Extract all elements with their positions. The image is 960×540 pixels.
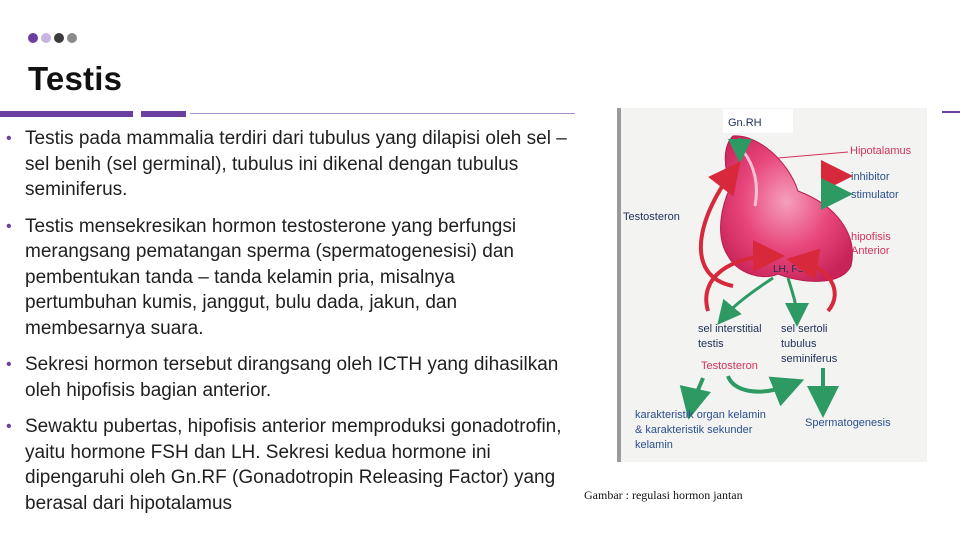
- decorative-dots: [28, 33, 77, 43]
- bullet-item: [6, 214, 572, 342]
- bullet-icon: •: [6, 130, 12, 147]
- testosteron-center-label: Testosteron: [701, 360, 758, 372]
- panel-left-edge: [617, 108, 621, 462]
- dot-lavender: [41, 33, 51, 43]
- sertoli-label-line2: tubulus: [781, 338, 817, 350]
- karakteristik-label-line2: & karakteristik sekunder: [635, 424, 753, 436]
- bullet-list: [6, 126, 572, 527]
- dot-purple: [28, 33, 38, 43]
- spermatogenesis-label: Spermatogenesis: [805, 417, 891, 429]
- inhibitor-legend-label: inhibitor: [851, 171, 890, 183]
- bullet-text: Testis pada mammalia terdiri dari tubulus yang dilapisi oleh sel – sel benih (sel germinal), tubulus ini dikenal dengan tubulus seminiferus.: [25, 128, 567, 200]
- interstitial-label-line1: sel interstitial: [698, 323, 762, 335]
- karakteristik-label-line3: kelamin: [635, 439, 673, 451]
- bullet-item: [6, 352, 572, 403]
- diagram-svg: [583, 106, 943, 506]
- stimulator-legend-label: stimulator: [851, 189, 899, 201]
- bullet-text: Testis mensekresikan hormon testosterone yang berfungsi merangsang pematangan sperma (spermatogenesisi) dan pembentukan tanda – tanda kelamin pria, misalnya pertumbuhan kumis, janggut, bulu dada, jakun, dan membesarnya suara.: [25, 215, 517, 339]
- title-underline-bar: [0, 111, 133, 117]
- dot-dark-gray: [54, 33, 64, 43]
- title-underline-bar-short: [141, 111, 186, 117]
- bullet-icon: •: [6, 356, 12, 373]
- hipotalamus-label: Hipotalamus: [850, 145, 912, 157]
- dot-gray: [67, 33, 77, 43]
- bullet-item: [6, 126, 572, 203]
- bullet-item: [6, 414, 572, 516]
- interstitial-label-line2: testis: [698, 338, 724, 350]
- karakteristik-label-line1: karakteristik organ kelamin: [635, 409, 766, 421]
- testosteron-feedback-label: Testosteron: [623, 211, 680, 223]
- bullet-text: Sewaktu pubertas, hipofisis anterior memproduksi gonadotrofin, yaitu hormone FSH dan LH. Sekresi kedua hormone ini dipengaruhi oleh Gn.RF (Gonadotropin Releasing Factor) yang berasal dari hipotalamus: [25, 416, 562, 514]
- bullet-text: Sekresi hormon tersebut dirangsang oleh ICTH yang dihasilkan oleh hipofisis bagian anterior.: [25, 354, 559, 401]
- hipofisis-label-line1: hipofisis: [851, 231, 891, 243]
- sertoli-label-line1: sel sertoli: [781, 323, 828, 335]
- slide-title: Testis: [28, 60, 123, 97]
- right-edge-dash: [942, 111, 960, 113]
- bullet-icon: •: [6, 418, 12, 435]
- hipofisis-label-line2: Anterior: [851, 245, 890, 257]
- diagram-caption: Gambar : regulasi hormon jantan: [584, 488, 743, 502]
- hormone-regulation-diagram: [583, 106, 943, 506]
- lh-fsh-label: LH, FSH: [773, 264, 812, 275]
- sertoli-label-line3: seminiferus: [781, 353, 838, 365]
- title-divider-line: [190, 113, 575, 114]
- gnrh-label: Gn.RH: [728, 117, 762, 129]
- bullet-icon: •: [6, 217, 12, 235]
